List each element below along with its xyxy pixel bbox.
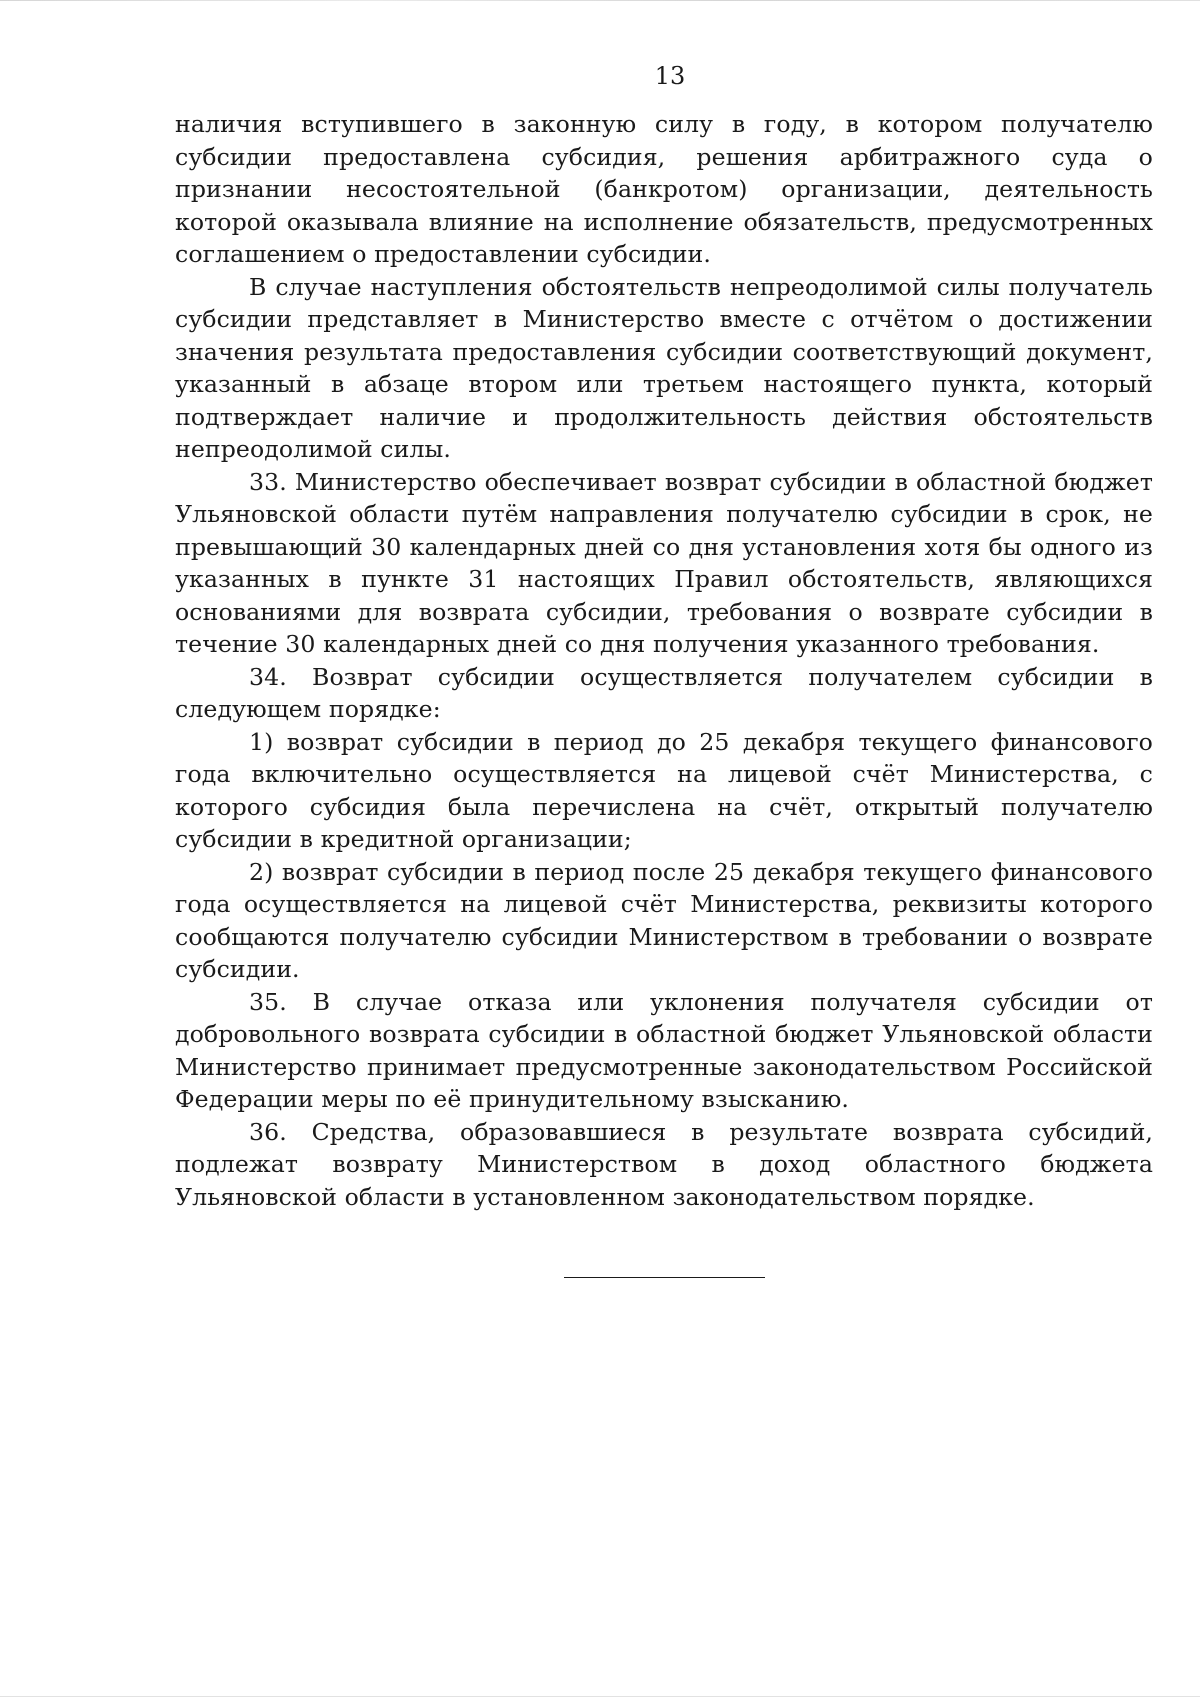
paragraph-subitem-2: 2) возврат субсидии в период после 25 декабря текущего финансового года осуществляется на лицевой счёт Министерства, реквизиты которого сообщаются получателю субсидии Министерством в требовании о возврате субсидии.	[175, 857, 1153, 983]
paragraph-item-33: 33. Министерство обеспечивает возврат субсидии в областной бюджет Ульяновской области путём направления получателю субсидии в срок, не превышающий 30 календарных дней со дня установления хотя бы одного из указанных в пункте 31 настоящих Правил обстоятельств, являющихся основаниями для возврата субсидии, требования о возврате субсидии в течение 30 календарных дней со дня получения указанного требования.	[175, 467, 1153, 658]
paragraph-item-36: 36. Средства, образовавшиеся в результате возврата субсидий, подлежат возврату Министерством в доход областного бюджета Ульяновской области в установленном законодательством порядке.	[175, 1117, 1153, 1211]
end-of-document-rule	[564, 1277, 765, 1278]
scan-edge-bottom	[0, 1696, 1200, 1697]
scan-edge-top	[0, 0, 1200, 1]
paragraph-subitem-1: 1) возврат субсидии в период до 25 декабря текущего финансового года включительно осуществляется на лицевой счёт Министерства, с которого субсидия была перечислена на счёт, открытый получателю субсидии в кредитной организации;	[175, 727, 1153, 853]
paragraph-continuation: наличия вступившего в законную силу в году, в котором получателю субсидии предоставлена субсидия, решения арбитражного суда о признании несостоятельной (банкротом) организации, деятельность которой оказывала влияние на исполнение обязательств, предусмотренных соглашением о предоставлении субсидии.	[175, 110, 1153, 268]
paragraph-force-majeure: В случае наступления обстоятельств непреодолимой силы получатель субсидии представляет в Министерство вместе с отчётом о достижении значения результата предоставления субсидии соответствующий документ, указанный в абзаце втором или третьем настоящего пункта, который подтверждает наличие и продолжительность действия обстоятельств непреодолимой силы.	[175, 272, 1153, 463]
paragraph-item-35: 35. В случае отказа или уклонения получателя субсидии от добровольного возврата субсидии в областной бюджет Ульяновской области Министерство принимает предусмотренные законодательством Российской Федерации меры по её принудительному взысканию.	[175, 987, 1153, 1113]
page-number: 13	[654, 62, 686, 90]
document-body	[175, 108, 1153, 1213]
paragraph-item-34: 34. Возврат субсидии осуществляется получателем субсидии в следующем порядке:	[175, 662, 1153, 723]
